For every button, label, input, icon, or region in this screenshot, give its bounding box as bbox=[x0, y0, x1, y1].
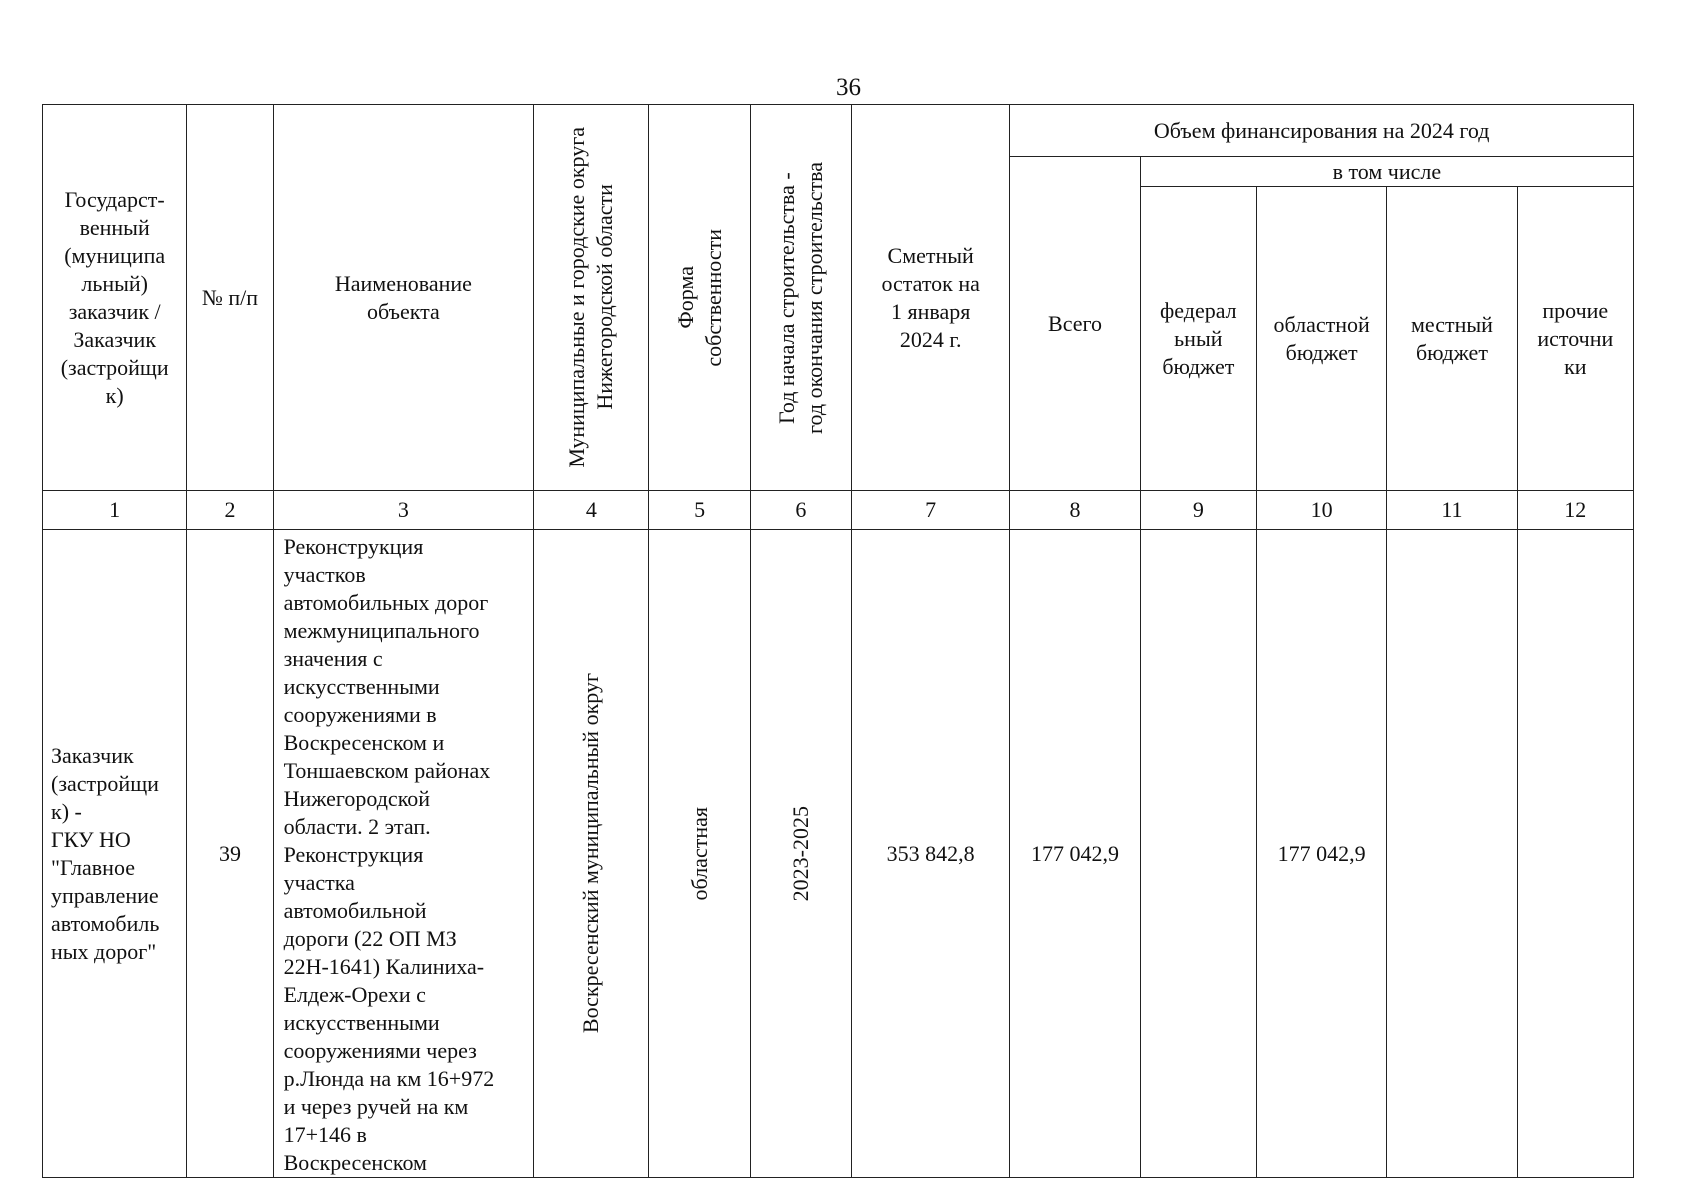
financing-table bbox=[42, 104, 1634, 1178]
header-years-label: Год начала строительства - год окончания строительства bbox=[773, 161, 827, 434]
header-other-label: прочие источни ки bbox=[1537, 297, 1614, 379]
column-number: 11 bbox=[1387, 491, 1517, 530]
district-text: Воскресенский муниципальный округ bbox=[578, 673, 604, 1034]
header-federal bbox=[1140, 187, 1256, 491]
header-districts bbox=[534, 105, 649, 491]
header-regional bbox=[1256, 187, 1386, 491]
header-including-group bbox=[1140, 157, 1633, 187]
page-number: 36 bbox=[836, 74, 861, 101]
header-number-label: № п/п bbox=[201, 284, 259, 310]
column-number: 12 bbox=[1517, 491, 1633, 530]
total-cell bbox=[1010, 530, 1140, 1178]
column-number: 8 bbox=[1010, 491, 1140, 530]
column-number: 2 bbox=[187, 491, 273, 530]
estimate-balance-cell bbox=[851, 530, 1009, 1178]
column-number: 3 bbox=[273, 491, 534, 530]
header-total-label: Всего bbox=[1048, 310, 1102, 336]
header-customer bbox=[43, 105, 187, 491]
header-districts-label: Муниципальные и городские округа Нижегородской области bbox=[564, 127, 618, 468]
years-text: 2023-2025 bbox=[787, 805, 813, 902]
district-cell bbox=[534, 530, 649, 1178]
estimate-balance-value: 353 842,8 bbox=[886, 840, 975, 866]
header-local bbox=[1387, 187, 1517, 491]
customer-cell bbox=[43, 530, 187, 1178]
regional-value: 177 042,9 bbox=[1277, 840, 1366, 866]
federal-cell bbox=[1140, 530, 1256, 1178]
regional-cell bbox=[1256, 530, 1386, 1178]
header-other bbox=[1517, 187, 1633, 491]
column-number-row bbox=[43, 491, 1634, 530]
header-object-name-label: Наименование объекта bbox=[334, 270, 472, 324]
header-including-group-label: в том числе bbox=[1332, 158, 1442, 184]
header-total bbox=[1010, 157, 1140, 491]
ownership-cell bbox=[649, 530, 750, 1178]
column-number: 4 bbox=[534, 491, 649, 530]
years-cell bbox=[750, 530, 851, 1178]
column-number: 6 bbox=[750, 491, 851, 530]
header-regional-label: областной бюджет bbox=[1273, 311, 1370, 365]
header-federal-label: федерал ьный бюджет bbox=[1160, 297, 1237, 379]
header-financing-group-label: Объем финансирования на 2024 год bbox=[1153, 117, 1490, 143]
column-number: 9 bbox=[1140, 491, 1256, 530]
total-value: 177 042,9 bbox=[1031, 840, 1120, 866]
row-number-cell bbox=[187, 530, 273, 1178]
header-object-name bbox=[273, 105, 534, 491]
column-number: 7 bbox=[851, 491, 1009, 530]
customer-text: Заказчик (застройщи к) - ГКУ НО "Главное управление автомобиль ных дорог" bbox=[51, 742, 160, 964]
row-number: 39 bbox=[218, 840, 241, 866]
object-name-cell bbox=[273, 530, 534, 1178]
column-number: 10 bbox=[1256, 491, 1386, 530]
header-financing-group bbox=[1010, 105, 1634, 157]
header-years bbox=[750, 105, 851, 491]
header-local-label: местный бюджет bbox=[1410, 311, 1493, 365]
header-estimate-balance-label: Сметный остаток на 1 января 2024 г. bbox=[881, 242, 980, 352]
header-ownership-label: Форма собственности bbox=[672, 228, 726, 367]
table-row bbox=[43, 530, 1634, 1178]
header-row-1 bbox=[43, 105, 1634, 157]
header-ownership bbox=[649, 105, 750, 491]
column-number: 5 bbox=[649, 491, 750, 530]
header-number bbox=[187, 105, 273, 491]
header-customer-label: Государст- венный (муниципа льный) заказчик / Заказчик (застройщи к) bbox=[60, 186, 169, 408]
column-number: 1 bbox=[43, 491, 187, 530]
object-name-text: Реконструкция участков автомобильных дорог межмуниципального значения с искусственными сооружениями в Воскресенском и Тоншаевском районах Нижегородской области. 2 этап. Реконструкция участка автомобильной дороги (22 ОП МЗ 22Н-1641) Калиниха- Елдеж-Орехи с искусственными сооружениями через р.Люнда на км 16+972 и через ручей на км 17+146 в Воскресенском bbox=[283, 534, 495, 1175]
local-cell bbox=[1387, 530, 1517, 1178]
header-estimate-balance bbox=[851, 105, 1009, 491]
ownership-text: областная bbox=[686, 806, 712, 901]
other-cell bbox=[1517, 530, 1633, 1178]
